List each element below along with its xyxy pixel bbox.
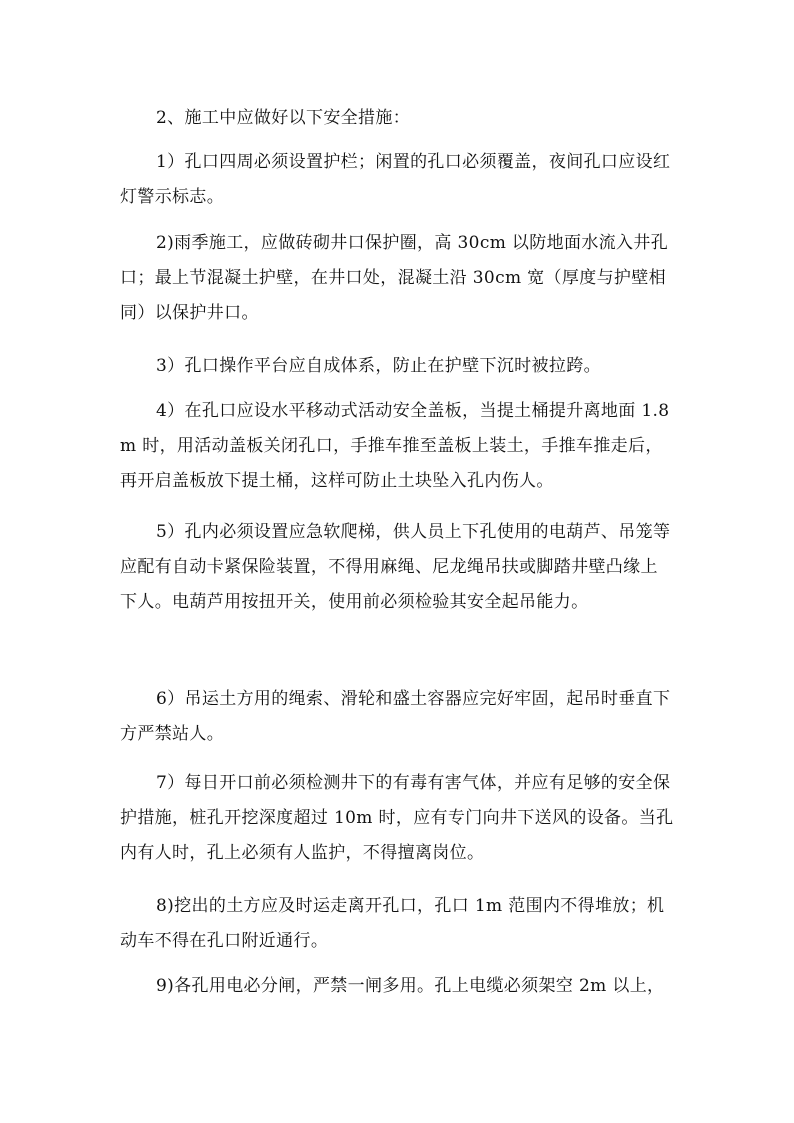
paragraph-5: 5）孔内必须设置应急软爬梯，供人员上下孔使用的电葫芦、吊笼等应配有自动卡紧保险装置，不得用麻绳、尼龙绳吊扶或脚踏井壁凸缘上下人。电葫芦用按扭开关，使用前必须检验其安全起吊能力。 [120, 522, 671, 612]
paragraph-7: 7）每日开口前必须检测井下的有毒有害气体，并应有足够的安全保护措施，桩孔开挖深度超过 10m 时，应有专门向井下送风的设备。当孔内有人时，孔上必须有人监护，不得擅离岗位。 [120, 773, 674, 863]
paragraph-6: 6）吊运土方用的绳索、滑轮和盛土容器应完好牢固，起吊时垂直下方严禁站人。 [120, 689, 671, 744]
paragraph-9: 9)各孔用电必分闸，严禁一闸多用。孔上电缆必须架空 2m 以上， [156, 976, 665, 996]
paragraph-1: 1）孔口四周必须设置护栏；闲置的孔口必须覆盖，夜间孔口应设红灯警示标志。 [120, 152, 671, 207]
paragraph-4: 4）在孔口应设水平移动式活动安全盖板，当提土桶提升离地面 1.8m 时，用活动盖板关闭孔口，手推车推至盖板上装土，手推车推走后，再开启盖板放下提土桶，这样可防止土块坠入孔内伤人。 [120, 401, 670, 491]
paragraph-3: 3）孔口操作平台应自成体系，防止在护壁下沉时被拉跨。 [156, 356, 601, 376]
paragraph-8: 8)挖出的土方应及时运走离开孔口，孔口 1m 范围内不得堆放；机动车不得在孔口附近通行。 [120, 896, 665, 951]
paragraph-2: 2)雨季施工，应做砖砌井口保护圈，高 30cm 以防地面水流入井孔口；最上节混凝土护壁，在井口处，混凝土沿 30cm 宽（厚度与护壁相同）以保护井口。 [120, 233, 669, 323]
section-heading: 2、施工中应做好以下安全措施： [156, 108, 411, 128]
